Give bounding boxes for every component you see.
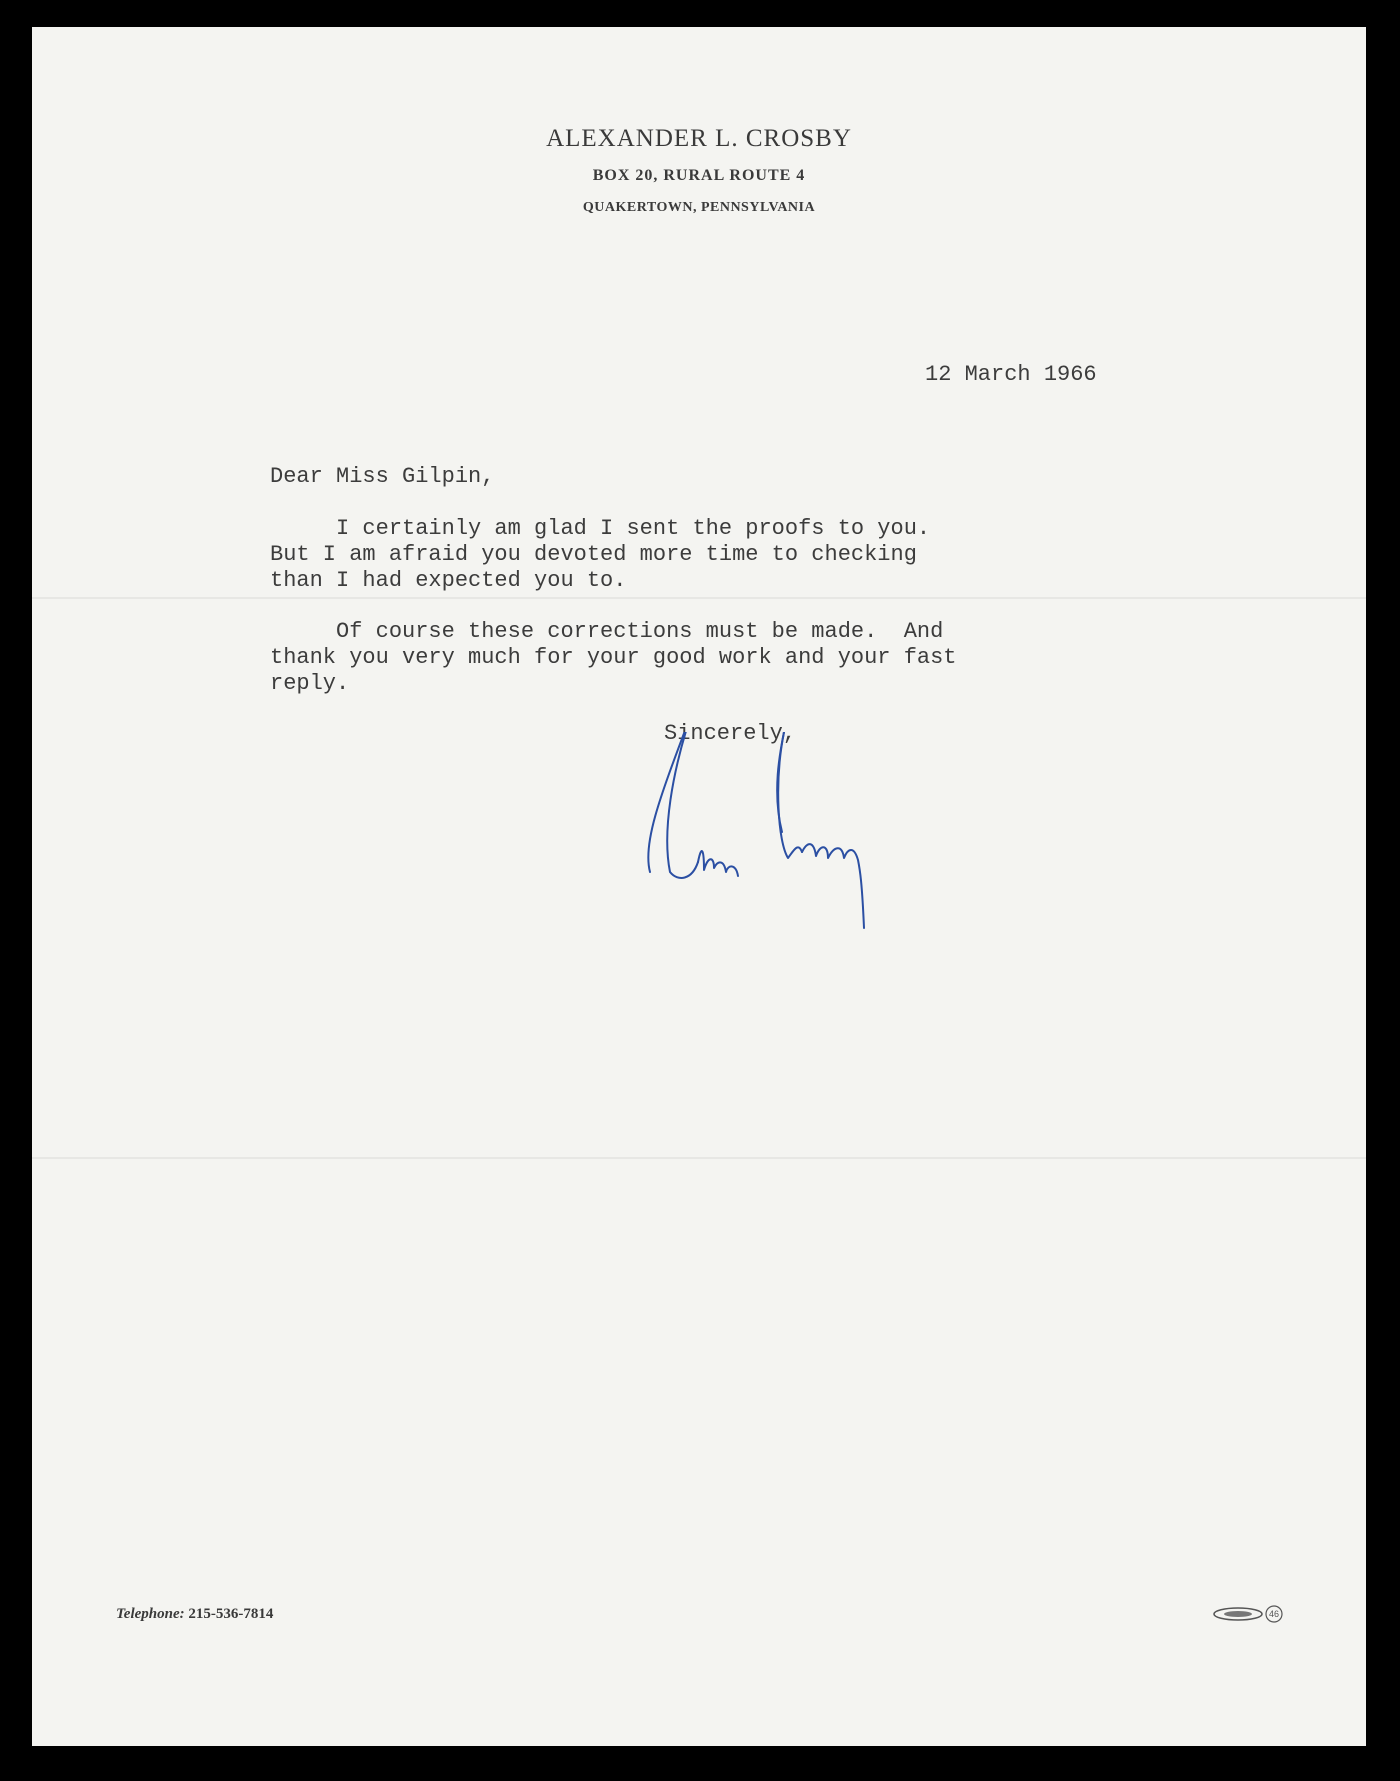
letterhead-address-line2: QUAKERTOWN, PENNSYLVANIA xyxy=(582,200,816,215)
salutation: Dear Miss Gilpin, xyxy=(270,464,495,489)
footer-telephone xyxy=(116,1606,273,1623)
handwritten-signature xyxy=(632,732,892,1012)
letterhead-name: ALEXANDER L. CROSBY xyxy=(546,125,852,152)
telephone-label: Telephone: xyxy=(116,1606,185,1622)
body-paragraph-1: I certainly am glad I sent the proofs to you. But I am afraid you devoted more time to checking than I had expected you to. xyxy=(270,516,931,593)
letterhead xyxy=(32,124,1366,217)
union-label-icon xyxy=(1210,1603,1290,1625)
paper-fold-line xyxy=(32,597,1366,599)
body-paragraph-2: Of course these corrections must be made. And thank you very much for your good work and your fast reply. xyxy=(270,619,957,696)
letterhead-address-line1: BOX 20, RURAL ROUTE 4 xyxy=(592,167,806,184)
letter-date: 12 March 1966 xyxy=(925,362,1097,387)
union-label-number: 46 xyxy=(1268,1609,1280,1619)
paper-fold-line xyxy=(32,1157,1366,1159)
telephone-number: 215-536-7814 xyxy=(188,1606,274,1622)
letter-sheet xyxy=(32,27,1366,1746)
closing: Sincerely, xyxy=(664,721,797,746)
